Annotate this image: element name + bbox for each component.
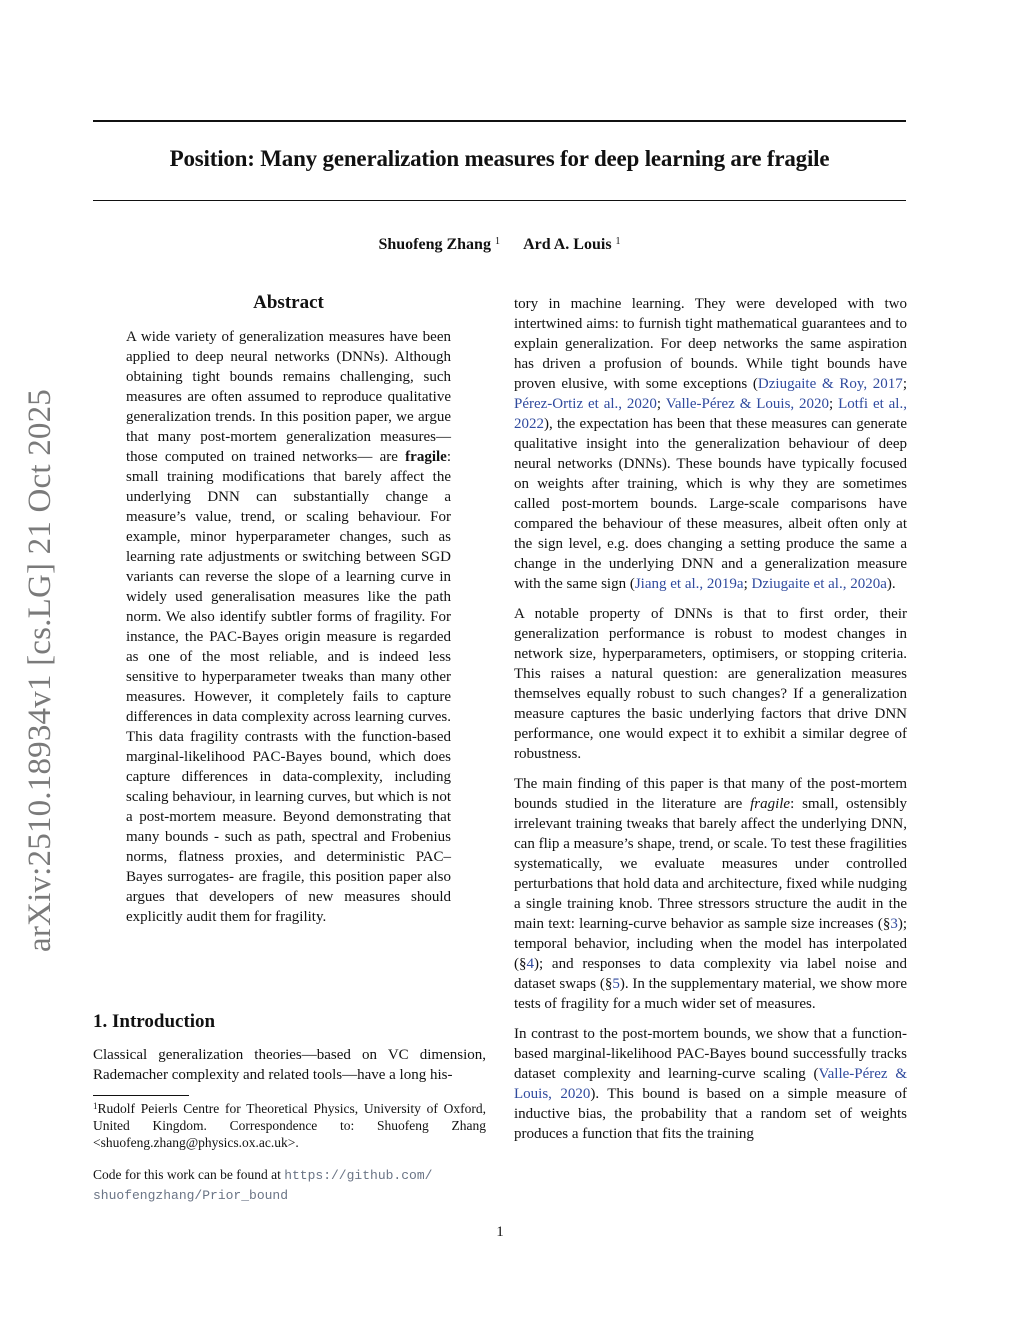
section-reference-link[interactable]: 4 (526, 956, 534, 972)
citation-link[interactable]: Lotfi et al., 2022 (514, 396, 907, 432)
abstract-emphasis: fragile (405, 449, 447, 465)
section-reference-link[interactable]: 5 (612, 976, 620, 992)
paragraph-text: In contrast to the post-mortem bounds, we show that a function-based marginal-likelihood PAC-Bayes bound successfully tracks dataset complexity and learning-curve scaling ( (514, 1026, 907, 1082)
paragraph-text: The main finding of this paper is that many of the post-mortem bounds studied in the literature are (514, 776, 907, 812)
paragraph-text: ), the expectation has been that these measures can generate qualitative insight into the generalization behaviour of deep neural networks (DNNs). These bounds have typically focused on weights after training, which is why they are sometimes called post-mortem bounds. Large-scale comparisons have compared the behaviour of these measures, albeit often only at the sign level, e.g. does changing a setting produce the same a change in the underlying DNN and a generalization measure with the same sign ( (514, 416, 907, 592)
citation-link[interactable]: Pérez-Ortiz et al., 2020 (514, 396, 657, 412)
citation-link[interactable]: Dziugaite et al., 2020a (751, 576, 887, 592)
title-rule-top (93, 120, 906, 122)
paragraph-text: ; (656, 396, 666, 412)
footnote-text: Rudolf Peierls Centre for Theoretical Physics, University of Oxford, United Kingdom. Correspondence to: Shuofeng Zhang <shuofeng.zhang@physics.ox.ac.uk>. (93, 1101, 486, 1150)
code-repository-link[interactable]: https://github.com/ (284, 1168, 433, 1183)
paragraph-text: ; (902, 376, 907, 392)
introduction-paragraph: Classical generalization theories—based on VC dimension, Rademacher complexity and related tools—have a long his- (93, 1047, 486, 1083)
section-reference-link[interactable]: 3 (890, 916, 898, 932)
citation-link[interactable]: Jiang et al., 2019a (634, 576, 744, 592)
affiliation-footnote (93, 1098, 486, 1151)
abstract-text: A wide variety of generalization measures have been applied to deep neural networks (DNNs). Although obtaining tight bounds remains challenging, such measures are often assumed to reproduce qualitative generalization trends. In this position paper, we argue that many post-mortem generalization measures—those computed on trained networks— are (126, 329, 451, 465)
footnote-marker: 1 (93, 1101, 98, 1111)
author-affiliation-marker: 1 (615, 236, 621, 247)
paragraph-text: ). In the supplementary material, we show more tests of fragility for a much wider set of measures. (514, 976, 907, 1012)
paragraph-text: tory in machine learning. They were developed with two intertwined aims: to furnish tight mathematical guarantees and to explain generalization. For deep networks the same aspiration has driven a profusion of bounds. While tight bounds have proven elusive, with some exceptions ( (514, 296, 907, 392)
body-paragraph (514, 774, 907, 1014)
paper-title: Position: Many generalization measures for deep learning are fragile (169, 146, 830, 171)
abstract-heading: Abstract (253, 292, 324, 313)
section-heading-introduction: 1. Introduction (93, 1011, 216, 1032)
author-name: Shuofeng Zhang (378, 236, 491, 253)
paragraph-text: ; (743, 576, 752, 592)
body-paragraph (514, 294, 907, 594)
arxiv-identifier-stamp: arXiv:2510.18934v1 [cs.LG] 21 Oct 2025 (22, 388, 58, 952)
code-note-text: Code for this work can be found at (93, 1167, 285, 1182)
abstract-text: : small training modifications that barely affect the underlying DNN can substantially change a measure’s value, trend, or scaling behaviour. For example, minor hyperparameter changes, such as learning rate adjustments or switching between SGD variants can reverse the slope of a learning curve in widely used generalisation measures like the path norm. We also identify subtler forms of fragility. For instance, the PAC-Bayes origin measure is regarded as one of the most reliable, and is indeed less sensitive to hyperparameter tweaks than many other measures. However, it completely fails to capture differences in data complexity across learning curves. This data fragility contrasts with the function-based marginal-likelihood PAC-Bayes bound, which does capture differences in data-complexity, including scaling behaviour, in learning curves, but which is not a post-mortem measure. Beyond demonstrating that many bounds - such as path, spectral and Frobenius norms, flatness proxies, and deterministic PAC–Bayes surrogates- are fragile, this position paper also argues that developers of new measures should explicitly audit them for fragility. (126, 449, 451, 925)
paragraph-text: ). (886, 576, 896, 592)
citation-link[interactable]: Dziugaite & Roy, 2017 (757, 376, 903, 392)
right-column (514, 294, 907, 1154)
code-availability-note (93, 1165, 486, 1205)
emphasis-text: fragile (750, 796, 791, 812)
paragraph-text: ); and responses to data complexity via label noise and dataset swaps (§ (514, 956, 907, 992)
author-name: Ard A. Louis (523, 236, 612, 253)
title-rule-bottom (93, 200, 906, 201)
paragraph-text: ; (829, 396, 839, 412)
abstract-body (126, 327, 451, 927)
citation-link[interactable]: Valle-Pérez & Louis, 2020 (665, 396, 830, 412)
author-list (93, 236, 906, 254)
author-affiliation-marker: 1 (494, 236, 500, 247)
paragraph-text: ). This bound is based on a simple measure of inductive bias, the probability that a random set of weights produces a function that fits the training (514, 1086, 907, 1142)
citation-link[interactable]: Valle-Pérez & Louis, 2020 (514, 1066, 907, 1102)
paragraph-text: ); temporal behavior, including when the model has interpolated (§ (514, 916, 907, 972)
body-paragraph: A notable property of DNNs is that to first order, their generalization performance is robust to modest changes in network size, hyperparameters, optimisers, or stopping criteria. This raises a natural question: are generalization measures themselves equally robust to such changes? If a generalization measure captures the basic underlying factors that drive DNN performance, one would expect it to exhibit a similar degree of robustness. (514, 606, 907, 762)
page-number: 1 (496, 1224, 504, 1240)
body-paragraph (514, 1024, 907, 1144)
footnote-divider (93, 1095, 189, 1096)
code-repository-link[interactable]: shuofengzhang/Prior_bound (93, 1188, 289, 1203)
paragraph-text: : small, ostensibly irrelevant training tweaks that barely affect the underlying DNN, can flip a measure’s shape, trend, or scale. To test these fragilities systematically, we evaluate measures under controlled perturbations that hold data and architecture, fixed while nudging a single training knob. Three stressors structure the audit in the main text: learning-curve behavior as sample size increases (§ (514, 796, 908, 932)
